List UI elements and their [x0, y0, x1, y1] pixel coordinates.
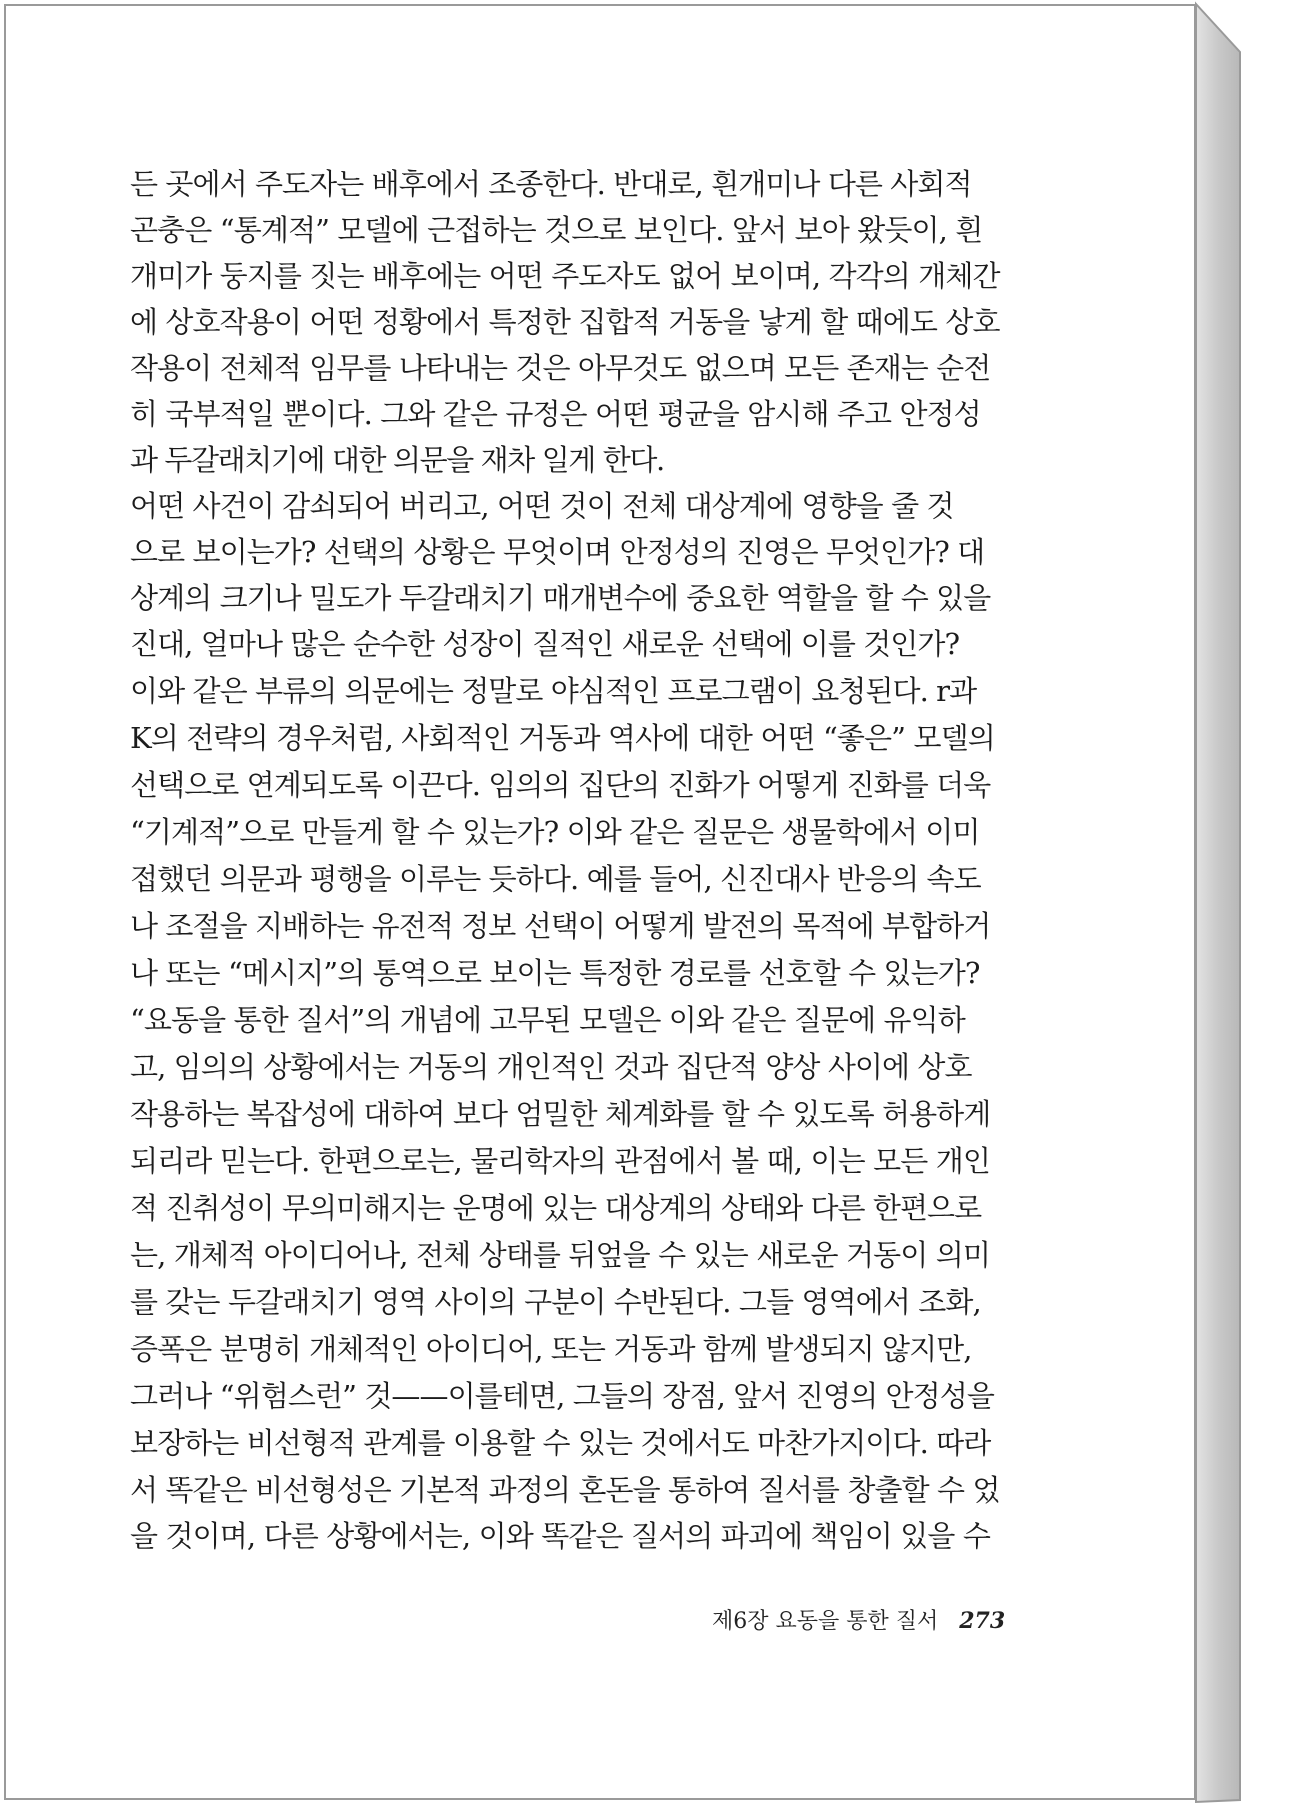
- text-line: 이와 같은 부류의 의문에는 정말로 야심적인 프로그램이 요청된다. r과: [130, 674, 977, 708]
- text-line: “기계적”으로 만들게 할 수 있는가? 이와 같은 질문은 생물학에서 이미: [130, 815, 980, 849]
- text-line: 그러나 “위험스런” 것——이를테면, 그들의 장점, 앞서 진영의 안정성을: [130, 1379, 994, 1413]
- text-line: 선택으로 연계되도록 이끈다. 임의의 집단의 진화가 어떻게 진화를 더욱: [130, 768, 991, 802]
- text-line: 접했던 의문과 평행을 이루는 듯하다. 예를 들어, 신진대사 반응의 속도: [130, 862, 981, 896]
- text-line: 과 두갈래치기에 대한 의문을 재차 일게 한다.: [130, 443, 664, 477]
- text-line: 상계의 크기나 밀도가 두갈래치기 매개변수에 중요한 역할을 할 수 있을: [130, 581, 991, 615]
- text-line: 진대, 얼마나 많은 순수한 성장이 질적인 새로운 선택에 이를 것인가?: [130, 627, 960, 661]
- text-line: 히 국부적일 뿐이다. 그와 같은 규정은 어떤 평균을 암시해 주고 안정성: [130, 397, 981, 431]
- text-line: 에 상호작용이 어떤 정황에서 특정한 집합적 거동을 낳게 할 때에도 상호: [130, 305, 1000, 339]
- text-line: 곤충은 “통계적” 모델에 근접하는 것으로 보인다. 앞서 보아 왔듯이, 흰: [130, 213, 983, 247]
- text-line: 개미가 둥지를 짓는 배후에는 어떤 주도자도 없어 보이며, 각각의 개체간: [130, 259, 1000, 293]
- text-line: 고, 임의의 상황에서는 거동의 개인적인 것과 집단적 양상 사이에 상호: [130, 1050, 972, 1084]
- text-line: 작용하는 복잡성에 대하여 보다 엄밀한 체계화를 할 수 있도록 허용하게: [130, 1097, 991, 1131]
- text-line: 나 조절을 지배하는 유전적 정보 선택이 어떻게 발전의 목적에 부합하거: [130, 909, 991, 943]
- text-line: 작용이 전체적 임무를 나타내는 것은 아무것도 없으며 모든 존재는 순전: [130, 351, 991, 385]
- page-number: 273: [959, 1608, 1006, 1634]
- text-line: 보장하는 비선형적 관계를 이용할 수 있는 것에서도 마찬가지이다. 따라: [130, 1426, 991, 1460]
- text-line: K의 전략의 경우처럼, 사회적인 거동과 역사에 대한 어떤 “좋은” 모델의: [130, 721, 995, 755]
- text-line: 서 똑같은 비선형성은 기본적 과정의 혼돈을 통하여 질서를 창출할 수 었: [130, 1473, 1000, 1507]
- text-line: 든 곳에서 주도자는 배후에서 조종한다. 반대로, 흰개미나 다른 사회적: [130, 167, 972, 201]
- text-line: 을 것이며, 다른 상황에서는, 이와 똑같은 질서의 파괴에 책임이 있을 수: [130, 1519, 991, 1553]
- text-line: “요동을 통한 질서”의 개념에 고무된 모델은 이와 같은 질문에 유익하: [130, 1003, 965, 1037]
- text-line: 되리라 믿는다. 한편으로는, 물리학자의 관점에서 볼 때, 이는 모든 개인: [130, 1144, 991, 1178]
- text-line: 증폭은 분명히 개체적인 아이디어, 또는 거동과 함께 발생되지 않지만,: [130, 1332, 972, 1366]
- running-footer: [712, 1604, 1005, 1635]
- text-line: 를 갖는 두갈래치기 영역 사이의 구분이 수반된다. 그들 영역에서 조화,: [130, 1285, 981, 1319]
- chapter-title: 제6장 요동을 통한 질서: [712, 1609, 939, 1634]
- text-line: 어떤 사건이 감쇠되어 버리고, 어떤 것이 전체 대상계에 영향을 줄 것: [130, 489, 954, 523]
- text-line: 으로 보이는가? 선택의 상황은 무엇이며 안정성의 진영은 무엇인가? 대: [130, 535, 985, 569]
- text-line: 적 진취성이 무의미해지는 운명에 있는 대상계의 상태와 다른 한편으로: [130, 1191, 982, 1225]
- text-line: 나 또는 “메시지”의 통역으로 보이는 특정한 경로를 선호할 수 있는가?: [130, 956, 980, 990]
- text-line: 는, 개체적 아이디어나, 전체 상태를 뒤엎을 수 있는 새로운 거동이 의미: [130, 1238, 991, 1272]
